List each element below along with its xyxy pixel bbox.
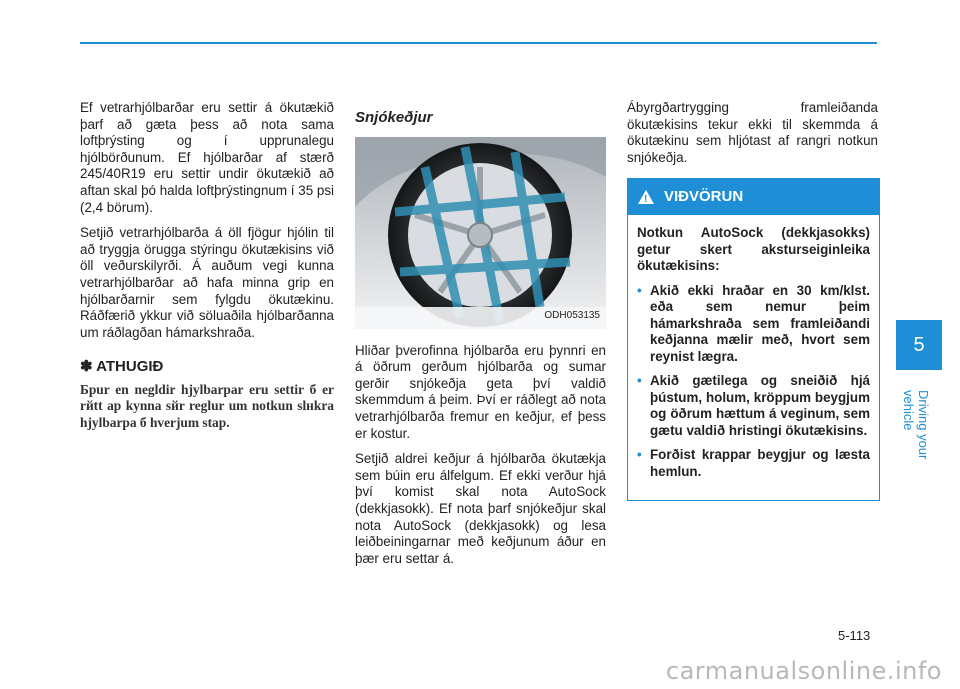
chapter-label: Driving your vehicle bbox=[901, 390, 931, 460]
warning-intro: Notkun AutoSock (dekkjasokks) getur skert aksturseiginleika ökutækisins: bbox=[637, 225, 870, 274]
warning-list bbox=[637, 283, 870, 481]
warning-box bbox=[627, 178, 880, 501]
page-number: 5-113 bbox=[838, 628, 871, 643]
note-body: Бpur en negldir hjylbarpar eru settir б er rйtt ap kynna sйr reglur um notkun slнkra hjylbarpa б hverjum stap. bbox=[80, 381, 334, 430]
paragraph: Hliðar þverofinna hjólbarða eru þynnri en á öðrum gerðum hjólbarða og sumar gerðir snjókeðja geta því valdið skemmdum á þeim. Því er ráðlegt að nota vetrarhjólbarða fremur en keðjur, ef þess er kostur. bbox=[355, 342, 606, 441]
figure-caption: ODH053135 bbox=[544, 310, 600, 321]
list-item: • Forðist krappar beygjur og læsta hemlun. bbox=[637, 447, 870, 479]
list-item: • Akið gætilega og sneiðið hjá þústum, holum, kröppum beygjum og öðrum hættum á veginum, sem gætu valdið hristingi ökutækisins. bbox=[637, 373, 870, 438]
bullet-icon: • bbox=[637, 282, 642, 298]
tire-sock-illustration bbox=[355, 137, 606, 329]
chapter-tab[interactable]: 5 bbox=[896, 320, 942, 370]
warning-header bbox=[628, 179, 879, 215]
warning-title: VIÐVÖRUN bbox=[664, 188, 744, 206]
warning-body bbox=[628, 215, 879, 500]
warning-triangle-icon: ! bbox=[638, 190, 654, 204]
column-right bbox=[627, 100, 878, 501]
paragraph: Ef vetrarhjólbarðar eru settir á ökutækið þarf að gæta þess að nota sama loftþrýsting og í upprunalegu hjólbörðunum. Ef hjólbarðar af stærð 245/40R19 eru settir undir ökutækið að aftan skal þó halda loftþrýstingnum í 35 psi (2,4 börum). bbox=[80, 100, 334, 215]
column-left bbox=[80, 100, 334, 431]
snow-chain-figure bbox=[355, 137, 606, 329]
paragraph: Ábyrgðartrygging framleiðanda ökutækisins tekur ekki til skemmda á ökutækinu sem hljótast af rangri notkun snjókeðja. bbox=[627, 100, 878, 165]
section-title: Snjókeðjur bbox=[355, 109, 433, 126]
bullet-icon: • bbox=[637, 373, 642, 389]
paragraph: Setjið aldrei keðjur á hjólbarða ökutækja sem búin eru álfelgum. Ef ekki verður hjá því komist skal nota AutoSock (dekkjasokk). Ef nota þarf snjókeðjur skal nota AutoSock (dekkjasokk) og lesa leiðbeiningarnar með keðjunum áður en þær eru settar á. bbox=[355, 451, 606, 566]
list-item: • Akið ekki hraðar en 30 km/klst. eða sem nemur þeim hámarkshraða sem framleiðandi keðjanna mælir með, hvort sem reynist lægra. bbox=[637, 282, 870, 364]
column-middle bbox=[355, 110, 606, 576]
watermark: carmanualsonline.info bbox=[665, 657, 942, 685]
bullet-icon: • bbox=[637, 447, 642, 463]
header-rule bbox=[80, 42, 877, 44]
paragraph: Setjið vetrarhjólbarða á öll fjögur hjólin til að tryggja örugga stýringu ökutækisins við öll veðurskilyrði. Á auðum vegi kunna vetrarhjólbarðar að hafa minna grip en hjólbarðarnir sem fylgdu ökutækinu. Ráðfærið ykkur við söluaðila hjólbarðanna um ráðlagðan hámarkshraða. bbox=[80, 225, 334, 340]
note-title: ✽ ATHUGIÐ bbox=[80, 358, 164, 376]
